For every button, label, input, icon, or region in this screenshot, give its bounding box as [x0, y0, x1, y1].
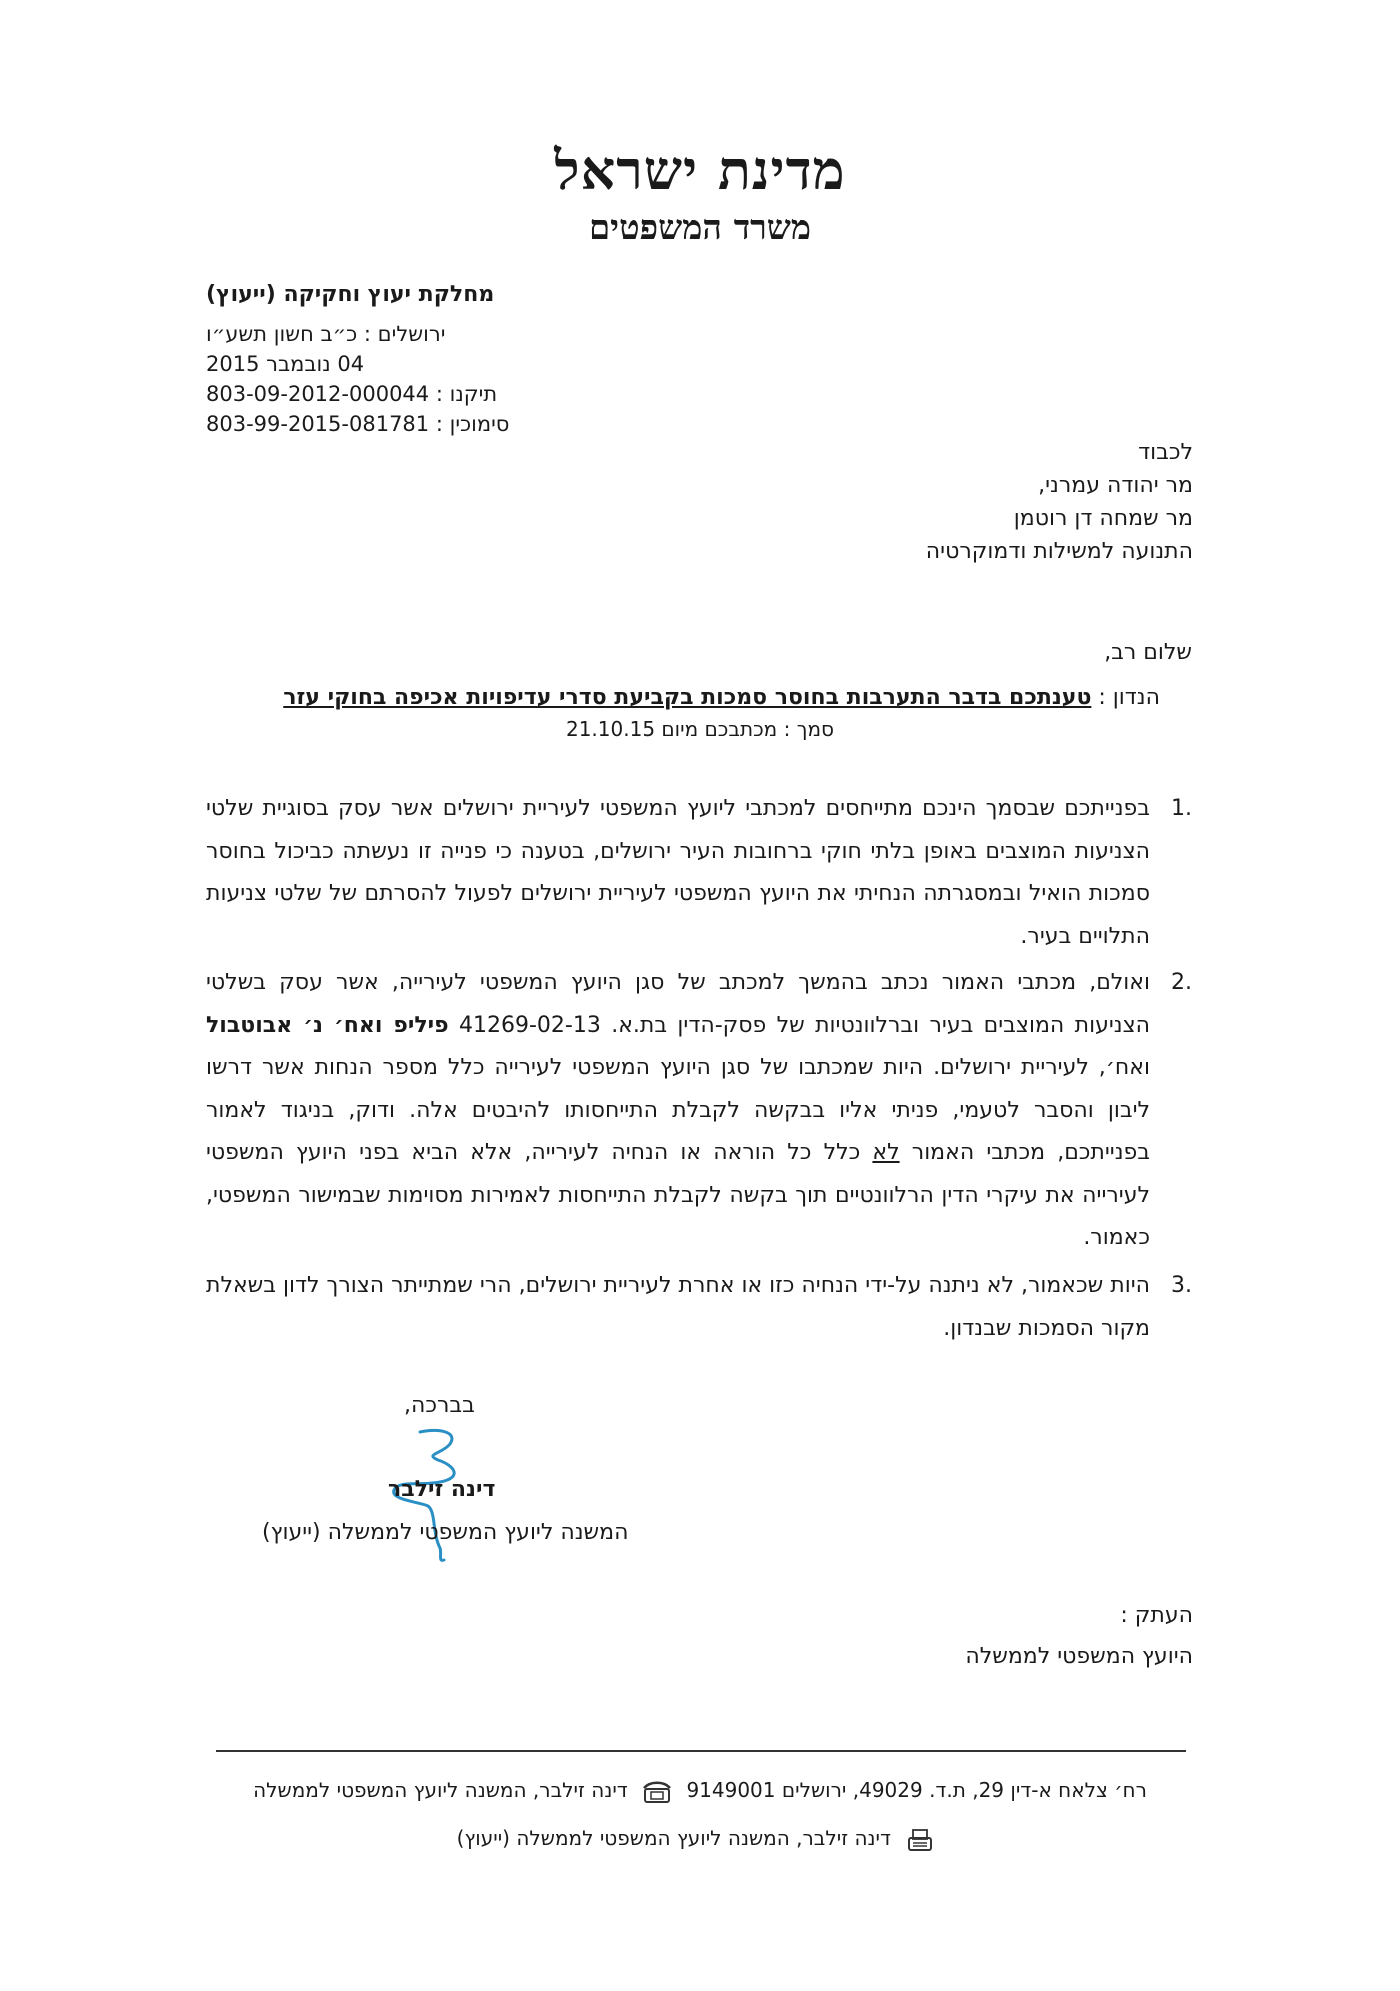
addressee-organization: התנועה למשילות ודמוקרטיה: [925, 539, 1193, 564]
paragraph-3: [206, 1265, 1192, 1350]
cc-label: העתק :: [1120, 1603, 1193, 1628]
paragraph-number: .1: [1171, 796, 1192, 821]
closing-greeting: בברכה,: [404, 1393, 475, 1418]
emphasis-not: לא: [872, 1140, 900, 1165]
reference-number-label: סימוכין :: [435, 412, 510, 436]
paragraph-text: היות שכאמור, לא ניתנה על-ידי הנחיה כזו או אחרת לעיריית ירושלים, הרי שמתייתר הצורך לדון בשאלת מקור הסמכות שבנדון.: [206, 1273, 1150, 1341]
place-date: ירושלים : כ״ב חשון תשע״ו: [206, 322, 446, 346]
footer-line-2: [200, 1826, 1200, 1852]
subject-text: טענתכם בדבר התערבות בחוסר סמכות בקביעת סדרי עדיפויות אכיפה בחוקי עזר: [283, 685, 1092, 710]
phone-icon: [642, 1780, 672, 1804]
paragraph-number: .2: [1171, 970, 1192, 995]
signatory-title: המשנה ליועץ המשפטי לממשלה (ייעוץ): [262, 1520, 629, 1545]
file-number-value: 803-09-2012-000044: [206, 382, 430, 406]
paragraph-1: [206, 788, 1192, 958]
subject-reference: סמך : מכתבכם מיום 21.10.15: [565, 717, 835, 741]
letterhead-country: מדינת ישראל: [554, 138, 846, 202]
case-name: פיליפ ואח׳ נ׳ אבוטבול: [206, 1012, 449, 1038]
paragraph-text: בפנייתכם שבסמך הינכם מתייחסים למכתבי ליועץ המשפטי לעיריית ירושלים אשר עסק בסוגיית שלטי הצניעות המוצבים באופן בלתי חוקי ברחובות העיר ירושלים, בטענה כי פנייה זו נעשתה כביכול בחוסר סמכות הואיל ובמסגרתה הנחיתי את היועץ המשפטי לעיריית ירושלים לפעול להסרתם של שלטי צניעות התלויים בעיר.: [206, 796, 1150, 949]
footer-line-1: [200, 1778, 1200, 1804]
reference-number: [206, 412, 509, 436]
paragraph-number: .3: [1171, 1273, 1192, 1298]
paragraph-text: ואולם, מכתבי האמור נכתב בהמשך למכתב של סגן היועץ המשפטי לעירייה, אשר עסק בשלטי הצניעות המוצבים בעיר וברלוונטיות של פסק-הדין בת.א. 41269-02-13: [206, 970, 1150, 1038]
greeting: שלום רב,: [1104, 640, 1192, 665]
paragraph-text: כלל כל הוראה או הנחיה לעירייה, אלא הביא בפני היועץ המשפטי לעירייה את עיקרי הדין הרלוונטיים תוך בקשה לקבלת התייחסות לאמירות מסוימות שבמישור המשפטי, כאמור.: [206, 1140, 1150, 1250]
file-number-label: תיקנו :: [435, 382, 498, 406]
footer-phone-text: דינה זילבר, המשנה ליועץ המשפטי לממשלה: [253, 1778, 628, 1802]
paragraph-text: ואח׳, לעיריית ירושלים. היות שמכתבו של סגן היועץ המשפטי לעירייה כלל מספר הנחות אשר דרשו ליבון והסבר לטעמי, פניתי אליו בבקשה לקבלת התייחסותו להיבטים אלה. ודוק, בניגוד לאמור בפנייתכם, מכתבי האמור: [206, 1055, 1150, 1165]
file-number: [206, 382, 497, 406]
cc-recipient: היועץ המשפטי לממשלה: [965, 1644, 1193, 1669]
footer-address: רח׳ צלאח א-דין 29, ת.ד. 49029, ירושלים 9149001: [686, 1778, 1147, 1802]
paragraph-2: [206, 962, 1192, 1260]
gregorian-date: 04 נובמבר 2015: [206, 352, 365, 376]
footer-divider: [216, 1750, 1186, 1752]
addressee-line-1: מר יהודה עמרני,: [1038, 473, 1193, 498]
subject-line: [240, 685, 1160, 710]
signatory-name: דינה זילבר: [388, 1477, 496, 1502]
addressee-honor: לכבוד: [1138, 440, 1193, 465]
fax-icon: [905, 1828, 935, 1852]
subject-label: הנדון :: [1098, 685, 1160, 710]
footer-fax-text: דינה זילבר, המשנה ליועץ המשפטי לממשלה (ייעוץ): [456, 1826, 891, 1850]
addressee-line-2: מר שמחה דן רוטמן: [1013, 506, 1193, 531]
letterhead-ministry: משרד המשפטים: [588, 208, 812, 248]
department-name: מחלקת יעוץ וחקיקה (ייעוץ): [206, 282, 495, 307]
reference-number-value: 803-99-2015-081781: [206, 412, 430, 436]
